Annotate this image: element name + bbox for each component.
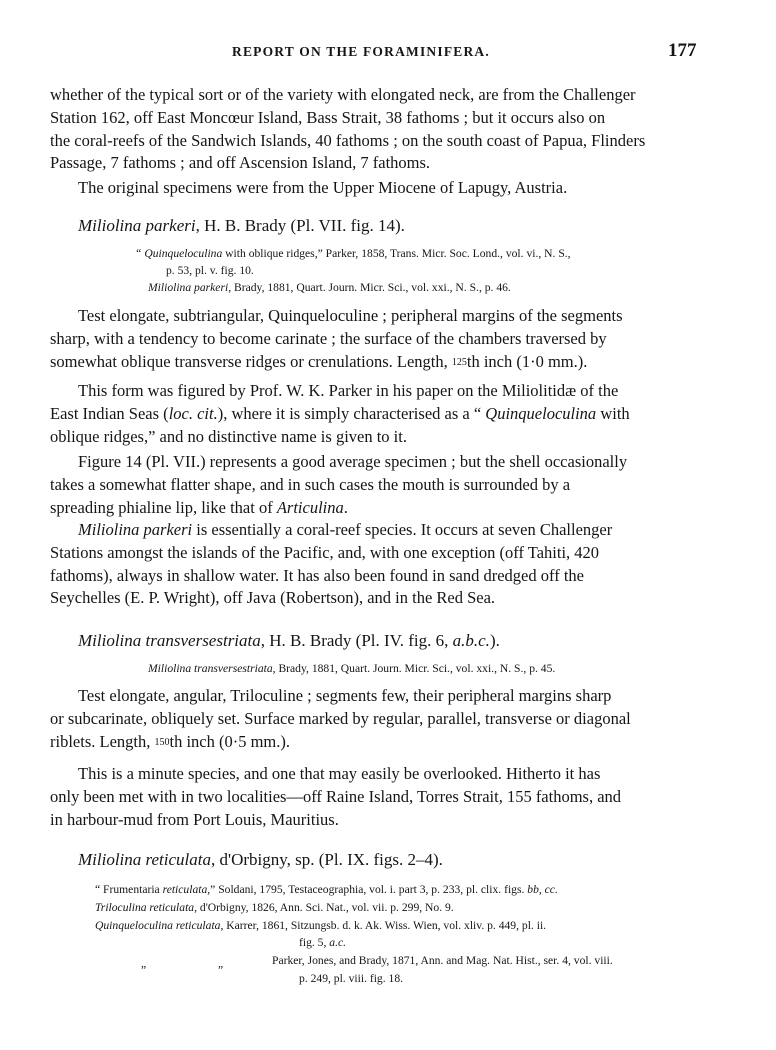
intro-paragraph [50,84,726,175]
paragraph-transversestriata-notes [50,763,726,831]
synonym-citation: , Brady, 1881, Quart. Journ. Micr. Sci., vol. xxi., N. S., p. 46. [228,281,511,294]
synonym-continuation: p. 53, pl. v. fig. 10. [166,264,254,277]
text-line: spreading phialine lip, like that of Articulina. [50,497,348,517]
synonym-entry [148,660,555,678]
text-line: riblets. Length, $^1_{50}$th inch (0·5 mm.). [50,731,291,751]
text-line: takes a somewhat flatter shape, and in such cases the mouth is surrounded by a [50,474,571,494]
text-line: whether of the typical sort or of the variety with elongated neck, are from the Challenger [50,85,636,104]
running-title: REPORT ON THE FORAMINIFERA. [232,44,490,59]
description-transversestriata [50,685,726,754]
synonym-entry [135,245,571,263]
description-parkeri [50,305,726,374]
ditto-mark: „ [218,957,224,970]
text-line: the coral-reefs of the Sandwich Islands, 40 fathoms ; on the south coast of Papua, Flinders [50,130,646,150]
synonym-entry: Quinqueloculina reticulata, Karrer, 1861, Sitzungsb. d. k. Ak. Wiss. Wien, vol. xliv. p. 449, pl. ii. [95,919,547,932]
synonym-citation: , Brady, 1881, Quart. Journ. Micr. Sci., vol. xxi., N. S., p. 45. [272,662,556,675]
text-line: sharp, with a tendency to become carinate ; the surface of the chambers traversed by [50,328,607,348]
paragraph-parkeri-figure [50,451,726,519]
synonym-name: Miliolina parkeri [148,281,229,294]
synonym-citation: with oblique ridges,” Parker, 1858, Trans. Micr. Soc. Lond., vol. vi., N. S., [222,247,571,260]
text-line: Passage, 7 fathoms ; and off Ascension Island, 7 fathoms. [50,153,431,173]
synonym-entry [148,279,511,297]
text-line: Figure 14 (Pl. VII.) represents a good average specimen ; but the shell occasionally [78,452,628,471]
text-line: somewhat oblique transverse ridges or crenulations. Length, $^1_{25}$th inch (1·0 mm.). [50,351,588,371]
synonym-continuation: fig. 5, a.c. [299,936,347,949]
text-line: in harbour-mud from Port Louis, Mauritius. [50,809,339,829]
species-heading-reticulata [78,850,443,870]
synonym-name: Miliolina transversestriata [148,662,273,675]
synonym-name: “ Quinqueloculina [135,247,223,260]
text-line: Stations amongst the islands of the Pacific, and, with one exception (off Tahiti, 420 [50,542,600,562]
text-line: This form was figured by Prof. W. K. Parker in his paper on the Miliolitidæ of the [78,381,619,400]
text-line: only been met with in two localities—off Raine Island, Torres Strait, 155 fathoms, and [50,786,622,806]
synonym-entry: “ Frumentaria reticulata,” Soldani, 1795, Testaceographia, vol. i. part 3, p. 233, pl. clix. figs. bb, cc. [95,883,558,896]
species-name: Miliolina parkeri [78,216,196,235]
text-line: East Indian Seas (loc. cit.), where it is simply characterised as a “ Quinqueloculina with [50,403,630,423]
ditto-mark: „ [141,957,147,970]
species-authority: , H. B. Brady (Pl. VII. fig. 14). [195,216,405,235]
text-line: Test elongate, angular, Triloculine ; segments few, their peripheral margins sharp [78,686,612,705]
text-line: oblique ridges,” and no distinctive name is given to it. [50,426,407,446]
species-authority: , d'Orbigny, sp. (Pl. IX. figs. 2–4). [211,850,443,869]
paragraph-parkeri-distribution [50,519,726,610]
synonym-continuation: p. 249, pl. viii. fig. 18. [299,972,404,985]
text-line: Miliolina parkeri is essentially a coral-reef species. It occurs at seven Challenger [78,520,613,539]
synonym-entry: Triloculina reticulata, d'Orbigny, 1826, Ann. Sci. Nat., vol. vii. p. 299, No. 9. [95,901,454,914]
paragraph-parkeri-history [50,380,726,448]
text-line: This is a minute species, and one that may easily be overlooked. Hitherto it has [78,764,601,783]
text-line: Test elongate, subtriangular, Quinqueloculine ; peripheral margins of the segments [78,306,623,325]
species-heading-parkeri [78,216,405,236]
species-heading-transversestriata: Miliolina transversestriata, H. B. Brady (Pl. IV. fig. 6, a.b.c.). [78,631,500,650]
species-name: Miliolina reticulata [78,850,211,869]
text-line: Seychelles (E. P. Wright), off Java (Robertson), and in the Red Sea. [50,588,496,608]
synonym-citation: Parker, Jones, and Brady, 1871, Ann. and Mag. Nat. Hist., ser. 4, vol. viii. [272,954,613,967]
original-specimens: The original specimens were from the Upper Miocene of Lapugy, Austria. [78,178,568,197]
text-line: fathoms), always in shallow water. It has also been found in sand dredged off the [50,565,584,585]
text-line: Station 162, off East Moncœur Island, Bass Strait, 38 fathoms ; but it occurs also on [50,107,606,127]
page-number: 177 [668,40,697,61]
species-name: Miliolina transversestriata [78,631,261,650]
text-line: or subcarinate, obliquely set. Surface marked by regular, parallel, transverse or diagonal [50,708,631,728]
